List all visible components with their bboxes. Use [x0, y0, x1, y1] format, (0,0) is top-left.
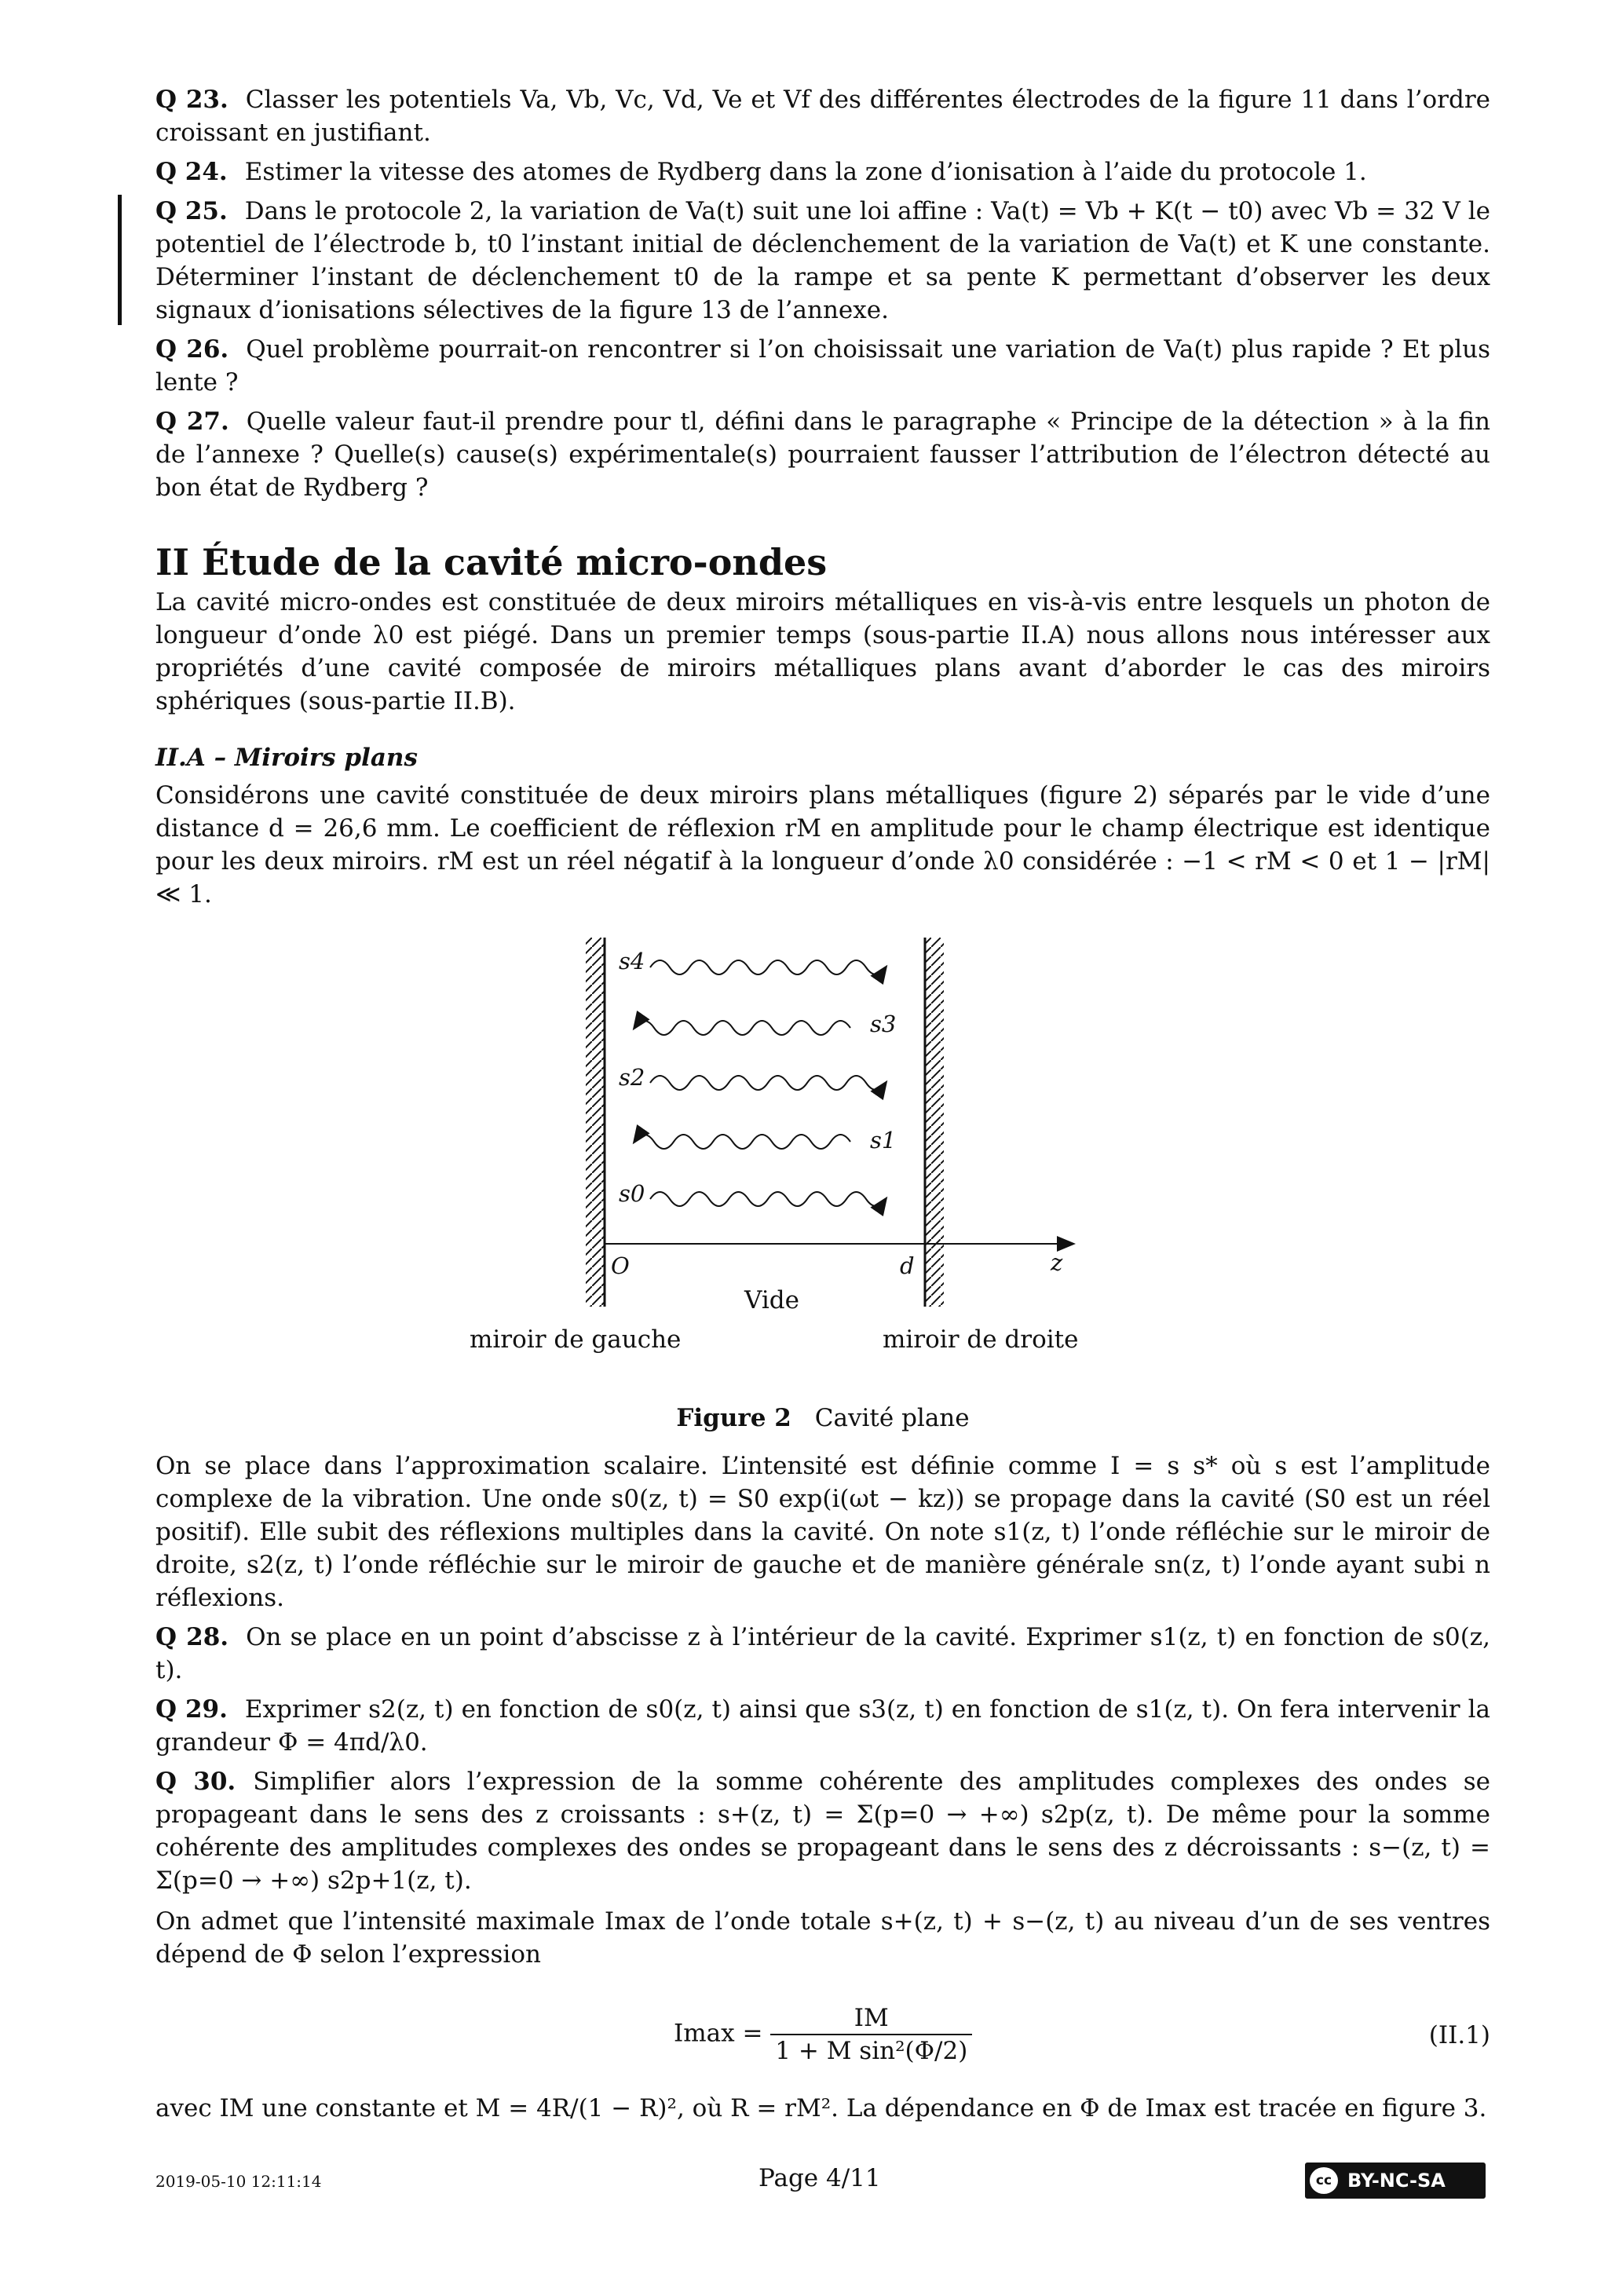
license-badge [1305, 2163, 1486, 2199]
wave-s0 [650, 1192, 886, 1206]
section-intro: La cavité micro-ondes est constituée de deux miroirs métalliques en vis-à-vis entre lesquels un photon de longueur d’onde λ0 est piégé. Dans un premier temps (sous-partie II.A) nous allons nous intéresser aux propriétés d’une cavité composée de miroirs métalliques plans avant d’aborder le cas des miroirs sphériques (sous-partie II.B). [155, 588, 1490, 715]
d-label: d [900, 1252, 915, 1279]
right-mirror-hatching [925, 938, 944, 1307]
equation-numerator: IM [770, 2002, 972, 2035]
label-s1: s1 [870, 1127, 897, 1153]
label-s4: s4 [619, 948, 645, 974]
equation-fraction [770, 2002, 972, 2067]
question-23: Q 23. Classer les potentiels Va, Vb, Vc, Vd, Ve et Vf des différentes électrodes de la figure 11 dans l’ordre croissant en justifiant. [155, 86, 1490, 147]
wave-s2 [650, 1076, 886, 1090]
equation-II-1 [155, 1991, 1490, 2086]
question-25: Q 25. Dans le protocole 2, la variation de Va(t) suit une loi affine : Va(t) = Vb + K(t − t0) avec Vb = 32 V le potentiel de l’électrode b, t0 l’instant initial de déclenchement de la variation de Va(t) et K une constante. Déterminer l’instant de déclenchement t0 de la rampe et sa pente K permettant d’observer les deux signaux d’ionisations sélectives de la figure 13 de l’annexe. [155, 197, 1490, 324]
label-s0: s0 [619, 1180, 645, 1207]
equation-lhs: Imax = [674, 2019, 763, 2048]
license-text: BY-NC-SA [1347, 2170, 1446, 2192]
question-27: Q 27. Quelle valeur faut-il prendre pour tl, défini dans le paragraphe « Principe de la détection » à la fin de l’annexe ? Quelle(s) cause(s) expérimentale(s) pourraient fausser l’attribution de l’électron détecté au bon état de Rydberg ? [155, 408, 1490, 502]
wave-s3 [634, 1021, 850, 1035]
body-paragraph: On se place dans l’approximation scalaire. L’intensité est définie comme I = s s* où s est l’amplitude complexe de la vibration. Une onde s0(z, t) = S0 exp(i(ωt − kz)) se propage dans la cavité (S0 est un réel positif). Elle subit des réflexions multiples dans la cavité. On note s1(z, t) l’onde réfléchie sur le miroir de droite, s2(z, t) l’onde réfléchie sur le miroir de gauche et de manière générale sn(z, t) l’onde ayant subi n réflexions. [155, 1452, 1490, 1612]
cavity-diagram [470, 928, 1176, 1399]
footer-date: 2019-05-10 12:11:14 [155, 2172, 322, 2191]
left-mirror-label: miroir de gauche [470, 1325, 682, 1354]
right-mirror-label: miroir de droite [883, 1325, 1079, 1354]
page-number: Page 4/11 [758, 2164, 881, 2192]
equation-body [674, 2002, 972, 2067]
origin-label: O [611, 1252, 630, 1279]
equation-number: (II.1) [1428, 2021, 1490, 2049]
label-s3: s3 [870, 1011, 897, 1037]
label-s2: s2 [619, 1064, 645, 1091]
wave-s4 [650, 960, 886, 974]
subsection-title: II.A – Miroirs plans [155, 744, 418, 772]
figure-caption: Figure 2 Cavité plane [676, 1404, 970, 1432]
section-title: II Étude de la cavité micro-ondes [155, 541, 828, 583]
subsection-text: Considérons une cavité constituée de deux miroirs plans métalliques (figure 2) séparés par le vide d’une distance d = 26,6 mm. Le coefficient de réflexion rM en amplitude pour le champ électrique est identique pour les deux miroirs. rM est un réel négatif à la longueur d’onde λ0 considérée : −1 < rM < 0 et 1 − |rM| ≪ 1. [155, 781, 1490, 909]
page-content [155, 77, 1490, 2125]
vide-label: Vide [744, 1286, 799, 1314]
equation-denominator: 1 + M sin²(Φ/2) [775, 2037, 968, 2065]
cavity-figure [470, 928, 1176, 1399]
final-paragraph: avec IM une constante et M = 4R/(1 − R)², où R = rM². La dépendance en Φ de Imax est tracée en figure 3. [155, 2094, 1487, 2122]
admit-paragraph: On admet que l’intensité maximale Imax de l’onde totale s+(z, t) + s−(z, t) au niveau d’un de ses ventres dépend de Φ selon l’expression [155, 1907, 1490, 1969]
wave-s1 [634, 1135, 850, 1149]
question-30: Q 30. Simplifier alors l’expression de la somme cohérente des amplitudes complexes des ondes se propageant dans le sens des z croissants : s+(z, t) = Σ(p=0 → +∞) s2p(z, t). De même pour la somme cohérente des amplitudes complexes des ondes se propageant dans le sens des z décroissants : s−(z, t) = Σ(p=0 → +∞) s2p+1(z, t). [155, 1768, 1490, 1895]
change-bar [118, 195, 122, 325]
left-mirror-hatching [586, 938, 605, 1307]
question-26: Q 26. Quel problème pourrait-on rencontrer si l’on choisissait une variation de Va(t) plus rapide ? Et plus lente ? [155, 335, 1490, 397]
cc-icon: cc [1310, 2167, 1338, 2194]
question-29: Q 29. Exprimer s2(z, t) en fonction de s0(z, t) ainsi que s3(z, t) en fonction de s1(z, t). On fera intervenir la grandeur Φ = 4πd/λ0. [155, 1695, 1490, 1757]
z-axis-label: z [1051, 1249, 1063, 1276]
question-24: Q 24. Estimer la vitesse des atomes de Rydberg dans la zone d’ionisation à l’aide du protocole 1. [155, 158, 1367, 186]
question-28: Q 28. On se place en un point d’abscisse z à l’intérieur de la cavité. Exprimer s1(z, t) en fonction de s0(z, t). [155, 1623, 1490, 1684]
